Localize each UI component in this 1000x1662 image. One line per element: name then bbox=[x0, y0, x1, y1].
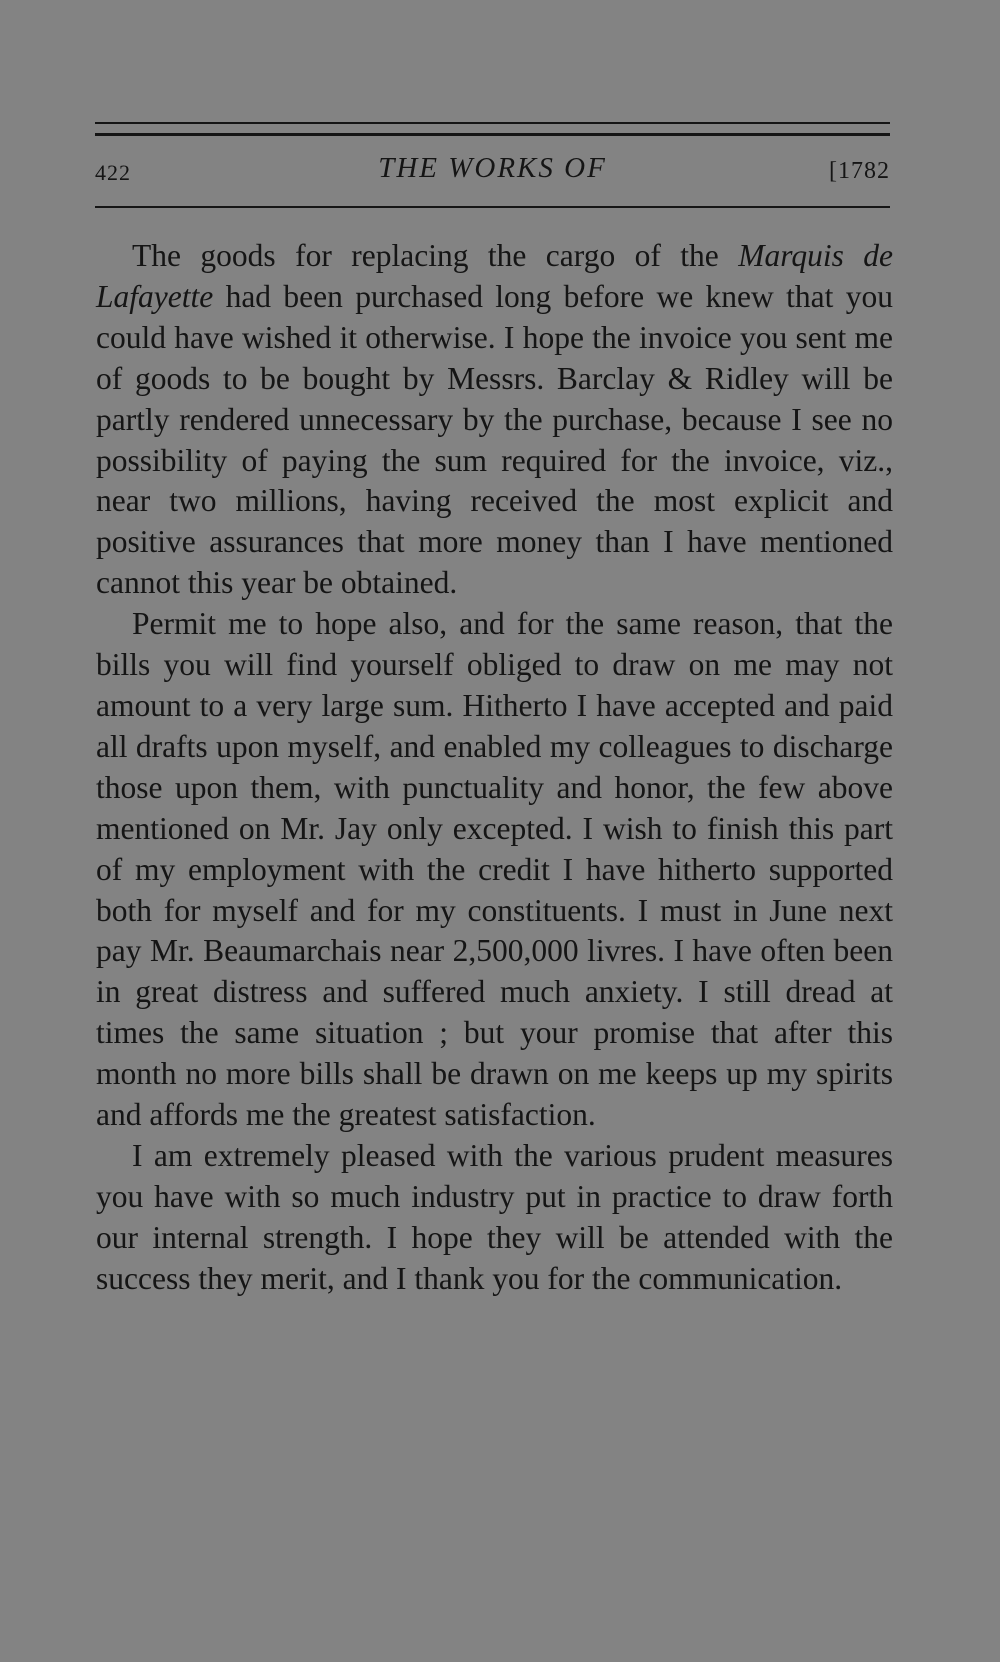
paragraph-2: Permit me to hope also, and for the same reason, that the bills you will find yourself obliged to draw on me may not amount to a very large sum. Hitherto I have accepted and paid all drafts upon myself, and enabled my colleagues to discharge those upon them, with punctuality and honor, the few above mentioned on Mr. Jay only excepted. I wish to finish this part of my employment with the credit I have hitherto supported both for myself and for my constituents. I must in June next pay Mr. Beaumarchais near 2,500,000 livres. I have often been in great distress and suffered much anxiety. I still dread at times the same situation ; but your promise that after this month no more bills shall be drawn on me keeps up my spirits and affords me the greatest satisfaction. bbox=[96, 606, 893, 1133]
body-text bbox=[96, 236, 893, 1300]
header-rule-bottom bbox=[95, 206, 890, 208]
paragraph-1-lead: The goods for replacing the cargo of the bbox=[132, 238, 739, 273]
paragraph-3: I am extremely pleased with the various prudent measures you have with so much industry put in practice to draw forth our internal strength. I hope they will be attended with the success they merit, and I thank you for the communication. bbox=[96, 1137, 893, 1296]
header-rule-upper bbox=[95, 122, 890, 124]
header-rule-lower bbox=[95, 133, 890, 136]
paragraph-1-rest: had been purchased long before we knew that you could have wished it otherwise. I hope the invoice you sent me of goods to be bought by Messrs. Barclay & Ridley will be partly rendered unnecessary by the purchase, because I see no possibility of paying the sum required for the invoice, viz., near two millions, having received the most explicit and positive assurances that more money than I have mentioned cannot this year be obtained. bbox=[96, 278, 893, 601]
ship-name: Marquis de Lafayette bbox=[96, 238, 893, 314]
running-head bbox=[95, 152, 890, 192]
page-number: 422 bbox=[95, 160, 131, 185]
running-title: THE WORKS OF bbox=[378, 152, 607, 184]
paragraph-1 bbox=[96, 236, 893, 604]
year-marker: [1782 bbox=[829, 158, 890, 184]
